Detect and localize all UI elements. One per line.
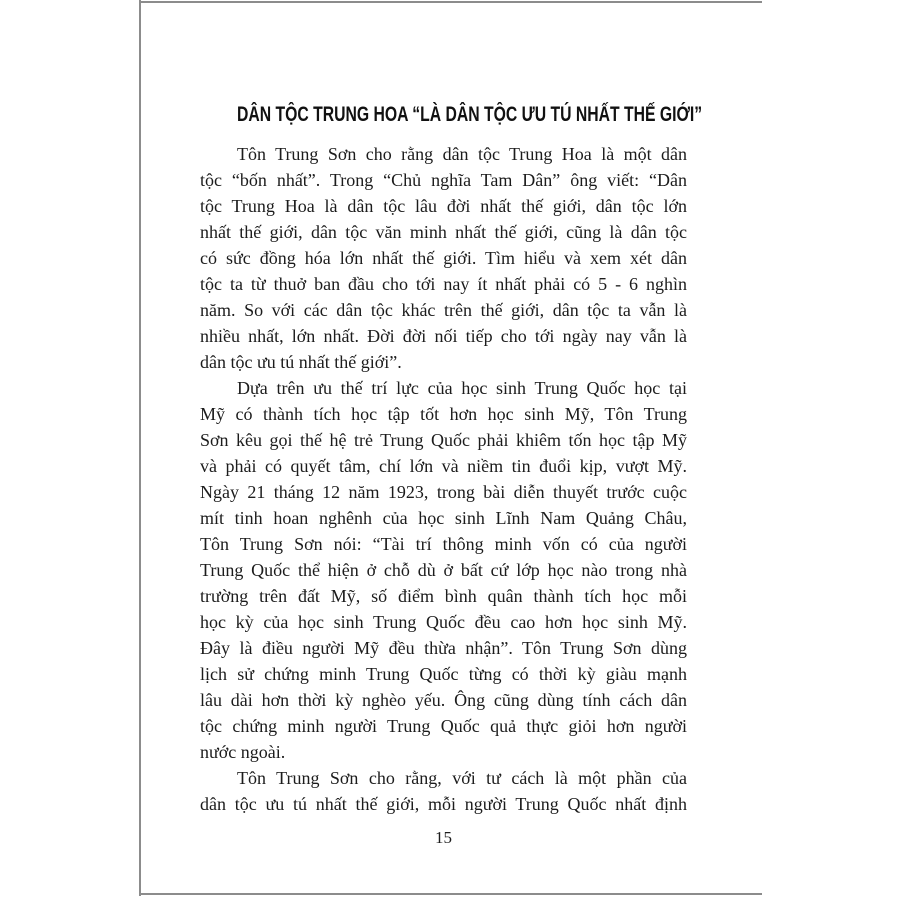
scan-border-left [139, 0, 141, 896]
paragraph [200, 141, 687, 375]
text-line: tộc Trung Hoa là dân tộc lâu đời nhất thế giới, dân tộc lớn [200, 196, 687, 216]
text-line: trường trên đất Mỹ, số điểm bình quân thành tích học mỗi [200, 586, 687, 606]
text-line: nhiều nhất, lớn nhất. Đời đời nối tiếp cho tới ngày nay vẫn là [200, 326, 687, 346]
text-line: Sơn kêu gọi thế hệ trẻ Trung Quốc phải khiêm tốn học tập Mỹ [200, 430, 687, 450]
text-line: có sức đồng hóa lớn nhất thế giới. Tìm hiểu và xem xét dân [200, 248, 687, 268]
text-line: nhất thế giới, dân tộc văn minh nhất thế giới, cũng là dân tộc [200, 222, 687, 242]
text-line: Tôn Trung Sơn cho rằng, với tư cách là một phần của [237, 768, 687, 788]
text-line: dân tộc ưu tú nhất thế giới”. [200, 352, 402, 372]
text-line: Tôn Trung Sơn nói: “Tài trí thông minh vốn có của người [200, 534, 687, 554]
body-text [200, 141, 687, 817]
text-line: năm. So với các dân tộc khác trên thế giới, dân tộc ta vẫn là [200, 300, 687, 320]
text-line: dân tộc ưu tú nhất thế giới, mỗi người Trung Quốc nhất định [200, 794, 687, 814]
text-line: tộc chứng minh người Trung Quốc quả thực giỏi hơn người [200, 716, 687, 736]
text-line: lịch sử chứng minh Trung Quốc từng có thời kỳ giàu mạnh [200, 664, 687, 684]
paragraph [200, 765, 687, 817]
text-line: lâu dài hơn thời kỳ nghèo yếu. Ông cũng dùng tính cách dân [200, 690, 687, 710]
paragraph [200, 375, 687, 765]
text-line: mít tinh hoan nghênh của học sinh Lĩnh Nam Quảng Châu, [200, 508, 687, 528]
text-line: Trung Quốc thể hiện ở chỗ dù ở bất cứ lớp học nào trong nhà [200, 560, 687, 580]
text-line: Dựa trên ưu thế trí lực của học sinh Trung Quốc học tại [237, 378, 687, 398]
text-line: Mỹ có thành tích học tập tốt hơn học sinh Mỹ, Tôn Trung [200, 404, 687, 424]
text-line: Đây là điều người Mỹ đều thừa nhận”. Tôn Trung Sơn dùng [200, 638, 687, 658]
scan-border-top [139, 1, 762, 3]
scan-border-bottom [139, 893, 762, 895]
chapter-heading: DÂN TỘC TRUNG HOA “LÀ DÂN TỘC ƯU TÚ NHẤT THẾ GIỚI” [237, 103, 703, 126]
book-page [200, 103, 703, 817]
text-line: tộc “bốn nhất”. Trong “Chủ nghĩa Tam Dân” ông viết: “Dân [200, 170, 687, 190]
text-line: và phải có quyết tâm, chí lớn và niềm tin đuổi kịp, vượt Mỹ. [200, 456, 687, 476]
text-line: học kỳ của học sinh Trung Quốc đều cao hơn học sinh Mỹ. [200, 612, 687, 632]
text-line: Tôn Trung Sơn cho rằng dân tộc Trung Hoa là một dân [237, 144, 687, 164]
text-line: tộc ta từ thuở ban đầu cho tới nay ít nhất phải có 5 - 6 nghìn [200, 274, 687, 294]
text-line: nước ngoài. [200, 742, 286, 762]
page-number: 15 [435, 828, 452, 847]
text-line: Ngày 21 tháng 12 năm 1923, trong bài diễn thuyết trước cuộc [200, 482, 687, 502]
